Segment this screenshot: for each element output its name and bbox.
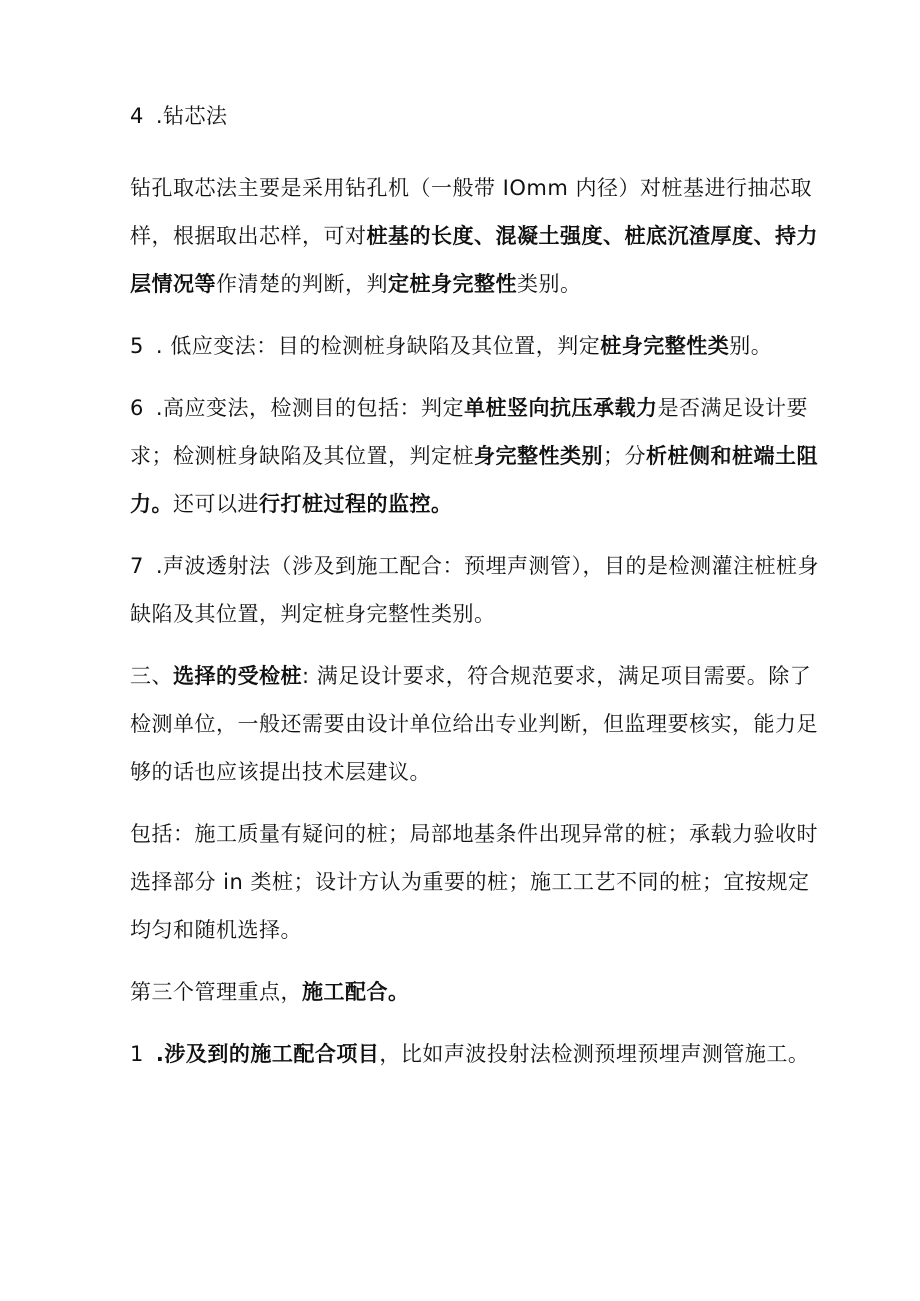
- paragraph-core-drilling: [130, 164, 820, 308]
- text-run: 作清楚的判断，判: [216, 272, 388, 296]
- text-run: 是否满足设计要求；检测桩身缺陷及其位置，判定桩: [130, 396, 809, 468]
- item-number: 7: [130, 554, 144, 578]
- paragraph-selected-piles: [130, 652, 820, 796]
- paragraph-includes: [130, 810, 820, 954]
- text-run: ；分: [603, 444, 646, 468]
- bold-run: 桩身完整性类: [600, 334, 730, 358]
- item-number: 4: [130, 104, 144, 128]
- bold-run: 单桩竖向抗压承载力: [464, 396, 658, 420]
- heading-text: .钻芯法: [155, 104, 228, 128]
- text-run: 类别。: [517, 272, 582, 296]
- text-run: .声波透射法（涉及到施工配合：预埋声测管），目的是检测灌注桩桩身缺陷及其位置，判定桩身完整性类别。: [130, 554, 820, 626]
- document-page: [130, 92, 820, 1092]
- text-run: .高应变法，检测目的包括：判定: [155, 396, 465, 420]
- bold-run: 桩基的长度、混凝土强度、桩底沉渣厚度、持力层情况等: [130, 224, 818, 296]
- text-run: 还可以进: [173, 492, 259, 516]
- bold-run: 身完整性类别: [474, 444, 603, 468]
- paragraph-high-strain: [130, 384, 820, 528]
- bold-run: 析桩侧和桩端土阻力。: [130, 444, 818, 516]
- paragraph-sonic-transmission: [130, 542, 820, 638]
- bold-run: 定桩身完整性: [388, 272, 517, 296]
- item-number: 6: [130, 396, 144, 420]
- item-number: 5: [130, 334, 144, 358]
- text-run: 钻孔取芯法主要是采用钻孔机（一般带 IOmm 内径）对桩基进行抽芯取样，根据取出芯样，可对: [130, 176, 812, 248]
- paragraph-third-focus: [130, 968, 820, 1016]
- bold-run: 选择的受检桩: [173, 664, 302, 688]
- text-run: : 满足设计要求，符合规范要求，满足项目需要。除了检测单位，一般还需要由设计单位给出专业判断，但监理要核实，能力足够的话也应该提出技术层建议。: [130, 664, 818, 784]
- bold-run: .涉及到的施工配合项目: [155, 1042, 380, 1066]
- text-run: 包括：施工质量有疑问的桩；局部地基条件出现异常的桩；承载力验收时选择部分 in 类桩；设计方认为重要的桩；施工工艺不同的桩；宜按规定均匀和随机选择。: [130, 822, 818, 942]
- text-run: 第三个管理重点，: [130, 980, 302, 1004]
- text-run: 别。: [729, 334, 773, 358]
- item-number: 1: [130, 1042, 144, 1066]
- section-heading-core-drilling: [130, 92, 820, 140]
- bold-run: 行打桩过程的监控。: [259, 492, 453, 516]
- text-run: 三、: [130, 664, 173, 688]
- paragraph-construction-items: [130, 1030, 820, 1078]
- paragraph-low-strain: [130, 322, 820, 370]
- bold-run: 施工配合。: [302, 980, 410, 1004]
- text-run: ，比如声波投射法检测预埋预埋声测管施工。: [379, 1042, 810, 1066]
- text-run: . 低应变法：目的检测桩身缺陷及其位置，判定: [155, 334, 601, 358]
